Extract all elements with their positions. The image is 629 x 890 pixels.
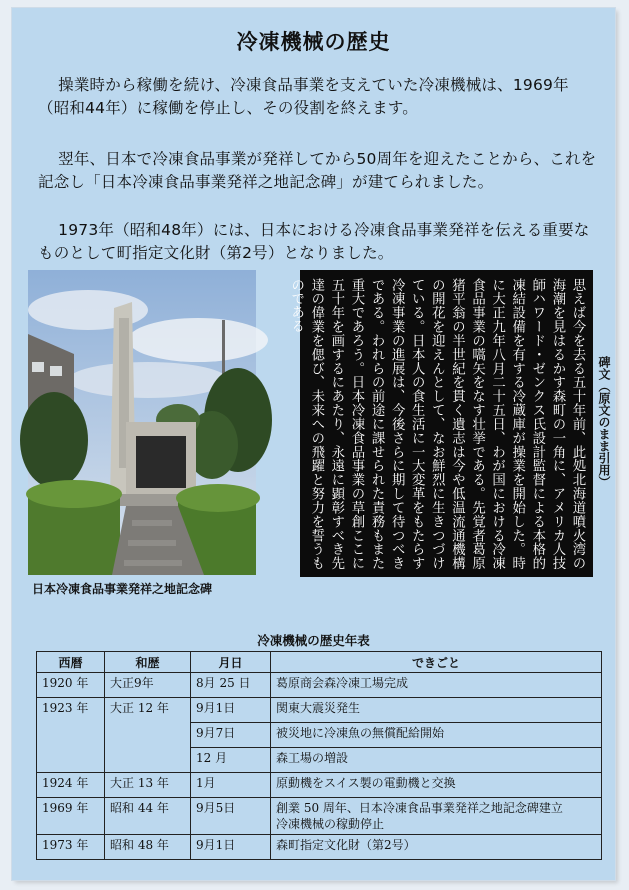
table-row [37,835,602,860]
cell-era: 大正 13 年 [105,773,191,798]
cell-era: 昭和 48 年 [105,835,191,860]
monument-photo [28,270,256,575]
paragraph-2: 翌年、日本で冷凍食品事業が発祥してから50周年を迎えたことから、これを記念し「日本冷凍食品事業発祥之地記念碑」が建てられました。 [38,150,597,191]
header-year: 西暦 [37,652,105,673]
photo-caption: 日本冷凍食品事業発祥之地記念碑 [32,582,213,596]
cell-year: 1973 年 [37,835,105,860]
cell-era: 昭和 44 年 [105,798,191,835]
cell-year: 1920 年 [37,673,105,698]
header-era: 和歴 [105,652,191,673]
inscription-text: 思えば今を去る五十年前、此処北海道噴火湾の海潮を見はるかす森町の一角に、アメリカ人技師ハワード・ゼンクス氏設計監督による本格的凍結設備を有する冷蔵庫が操業を開始した。時に大正九年八月二十五日、わが国における冷凍食品事業の嚆矢をなす壮挙である。先覚者葛原猪平翁の半世紀を貫く遺志は今や低温流通機構の開花を迎えんとして、なお鮮烈に生きつづけている。日本人の食生活に一大変革をもたらす冷凍事業の進展は、今後さらに期して待つべきである。われらの前途に課せられた責務もまた重大であろう。日本冷凍食品事業の草創ここに五十年を画するにあたり、永遠に顕彰すべき先達の偉業を偲び、未来への飛躍と努力を誓うものである [288,278,585,570]
cell-date: 8月 25 日 [191,673,271,698]
header-event: できごと [271,652,602,673]
table-row [37,773,602,798]
cell-event-line-1: 創業 50 周年、日本冷凍食品事業発祥之地記念碑建立 [276,801,563,815]
cell-date: 9月5日 [191,798,271,835]
inscription-caption: 碑文（原文のまま引用） [597,356,611,488]
cell-event: 被災地に冷凍魚の無償配給開始 [271,723,602,748]
cell-year: 1924 年 [37,773,105,798]
cell-event: 森工場の増設 [271,748,602,773]
cell-date: 12 月 [191,748,271,773]
cell-date: 9月7日 [191,723,271,748]
exhibit-panel [12,8,615,880]
paragraph-1: 操業時から稼働を続け、冷凍食品事業を支えていた冷凍機械は、1969年（昭和44年）に稼働を停止し、その役割を終えます。 [38,76,569,117]
cell-year: 1969 年 [37,798,105,835]
header-date: 月日 [191,652,271,673]
cell-date: 9月1日 [191,835,271,860]
inscription-panel [288,270,593,577]
cell-event: 関東大震災発生 [271,698,602,723]
history-table [36,651,602,860]
table-header-row [37,652,602,673]
table-title: 冷凍機械の歴史年表 [257,633,370,648]
table-row [37,798,602,835]
cell-era: 大正9年 [105,673,191,698]
table-row [37,698,602,723]
paragraph-3: 1973年（昭和48年）には、日本における冷凍食品事業発祥を伝える重要なものとして町指定文化財（第2号）となりました。 [38,221,590,262]
cell-date: 9月1日 [191,698,271,723]
cell-era: 大正 12 年 [105,698,191,773]
cell-event [271,798,602,835]
cell-year: 1923 年 [37,698,105,773]
table-row [37,673,602,698]
cell-event: 原動機をスイス製の電動機と交換 [271,773,602,798]
monument-photo-image [28,270,256,575]
page-title: 冷凍機械の歴史 [236,30,391,54]
cell-event-line-2: 冷凍機械の稼動停止 [276,817,385,831]
cell-event: 葛原商会森冷凍工場完成 [271,673,602,698]
cell-date: 1月 [191,773,271,798]
cell-event: 森町指定文化財（第2号） [271,835,602,860]
